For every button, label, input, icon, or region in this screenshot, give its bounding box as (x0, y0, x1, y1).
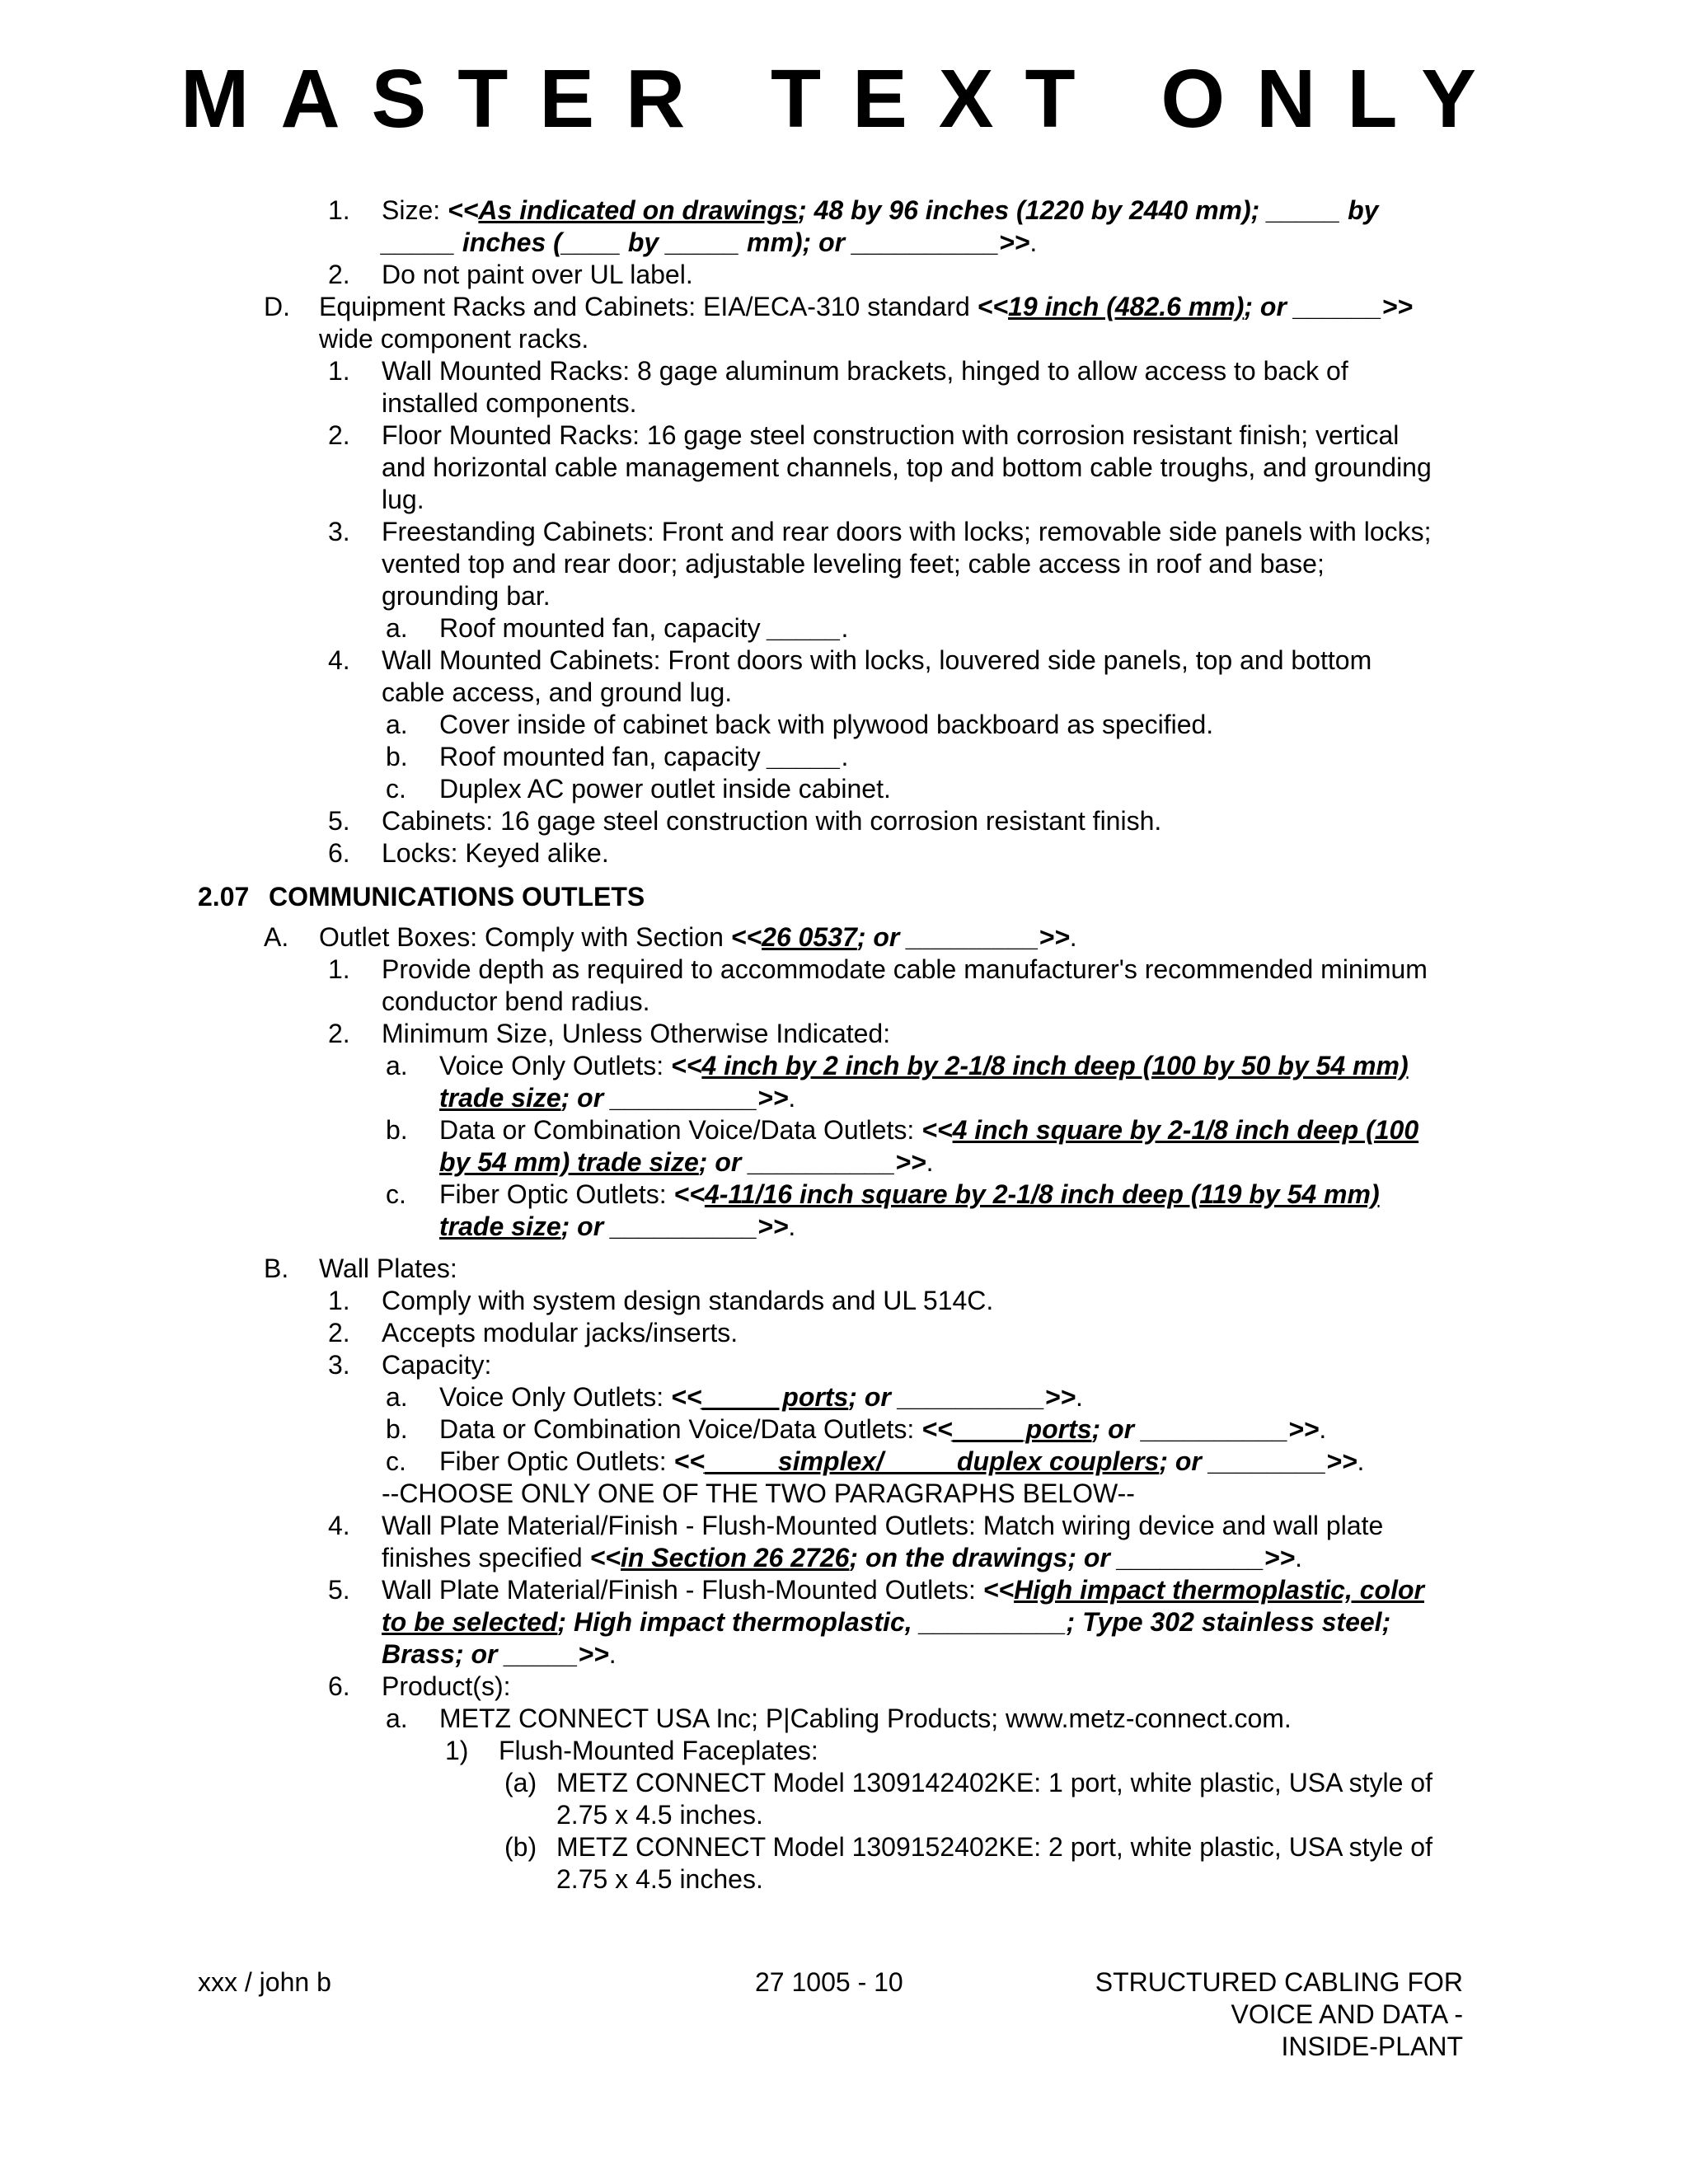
spec-line (0, 1799, 1688, 1831)
line-text (439, 773, 891, 805)
list-marker: 1. (328, 1286, 350, 1315)
spec-line (0, 773, 1688, 805)
body-text: 2.75 x 4.5 inches. (556, 1864, 763, 1894)
line-text (439, 1050, 1409, 1082)
body-text: Comply with system design standards and UL 514C. (382, 1286, 994, 1315)
spec-line (0, 355, 1688, 387)
spec-line (0, 1703, 1688, 1735)
line-text (556, 1863, 763, 1896)
spec-line (0, 387, 1688, 419)
line-text (499, 1735, 818, 1767)
spec-line (0, 1413, 1688, 1446)
line-text (382, 1285, 993, 1317)
editor-option-text: _____ ports (701, 1382, 849, 1412)
spec-line (0, 1510, 1688, 1542)
body-text: Floor Mounted Racks: 16 gage steel construction with corrosion resistant finish; vertical (382, 420, 1400, 450)
editor-option-text: by 54 mm) trade size (439, 1147, 699, 1177)
line-text (319, 1253, 457, 1285)
editor-option-text: High impact thermoplastic, color (1014, 1575, 1424, 1605)
body-text: . (841, 613, 849, 643)
list-marker: 2.07 (198, 882, 250, 912)
body-text: Provide depth as required to accommodate cable manufacturer's recommended minimum (382, 954, 1428, 984)
list-marker: B. (264, 1254, 289, 1283)
body-text: . (1357, 1446, 1365, 1476)
spec-line (0, 323, 1688, 355)
line-text (439, 1146, 933, 1179)
body-text: Product(s): (382, 1671, 511, 1701)
line-text (319, 323, 588, 355)
spec-line (0, 580, 1688, 612)
spec-line (0, 741, 1688, 773)
line-text (382, 387, 637, 419)
line-text (382, 227, 1037, 259)
spec-line (0, 1285, 1688, 1317)
editor-option-text: << (673, 1179, 705, 1209)
footer-title-line: VOICE AND DATA - (1231, 1999, 1463, 2029)
list-marker: 1. (328, 195, 350, 225)
list-marker: a. (386, 1051, 408, 1080)
body-text: . (788, 1083, 796, 1113)
body-text: lug. (382, 485, 424, 514)
body-text: Locks: Keyed alike. (382, 838, 609, 868)
line-text (382, 805, 1161, 837)
line-text (382, 986, 650, 1018)
list-marker: c. (386, 1179, 406, 1209)
footer-section-title (1095, 1966, 1463, 2063)
line-text (382, 516, 1432, 548)
list-marker: 2. (328, 1019, 350, 1048)
spec-line (0, 1211, 1688, 1243)
line-text (382, 1638, 617, 1671)
line-text (382, 419, 1399, 452)
list-marker: 1. (328, 954, 350, 984)
line-text (382, 1478, 1135, 1510)
spec-line (0, 612, 1688, 644)
editor-option-text: << (589, 1543, 621, 1572)
body-text: METZ CONNECT Model 1309152402KE: 2 port, white plastic, USA style of (556, 1832, 1432, 1862)
line-text (382, 1542, 1302, 1574)
editor-option-text: << (448, 195, 479, 225)
body-text: . (608, 1639, 617, 1669)
spec-line (0, 259, 1688, 291)
editor-option-text: ; 48 by 96 inches (1220 by 2440 mm); _____ by (798, 195, 1379, 225)
list-marker: c. (386, 774, 406, 804)
editor-option-text: _____ inches (____ by _____ mm); or __________>> (382, 227, 1030, 257)
spec-line (0, 1114, 1688, 1146)
line-text (319, 291, 1413, 323)
editor-option-text: ; or ________>> (1159, 1446, 1357, 1476)
line-text (382, 1606, 1390, 1638)
line-text (382, 644, 1372, 677)
line-text (382, 837, 609, 869)
line-text (556, 1767, 1432, 1799)
editor-option-text: << (977, 292, 1009, 321)
body-text: Wall Mounted Racks: 8 gage aluminum brackets, hinged to allow access to back of (382, 356, 1348, 386)
list-marker: (b) (504, 1832, 537, 1862)
body-text: Data or Combination Voice/Data Outlets: (439, 1115, 922, 1145)
spec-line (0, 1542, 1688, 1574)
list-marker: b. (386, 1115, 408, 1145)
list-marker: b. (386, 1414, 408, 1444)
spec-line (0, 709, 1688, 741)
body-text: Voice Only Outlets: (439, 1382, 672, 1412)
body-text: Cover inside of cabinet back with plywood backboard as specified. (439, 710, 1214, 739)
body-text: Flush-Mounted Faceplates: (499, 1736, 818, 1765)
body-text: Roof mounted fan, capacity (439, 742, 768, 771)
editor-option-text: 4 inch by 2 inch by 2-1/8 inch deep (100 by 50 by 54 mm) (701, 1051, 1409, 1080)
list-marker: a. (386, 613, 408, 643)
list-marker: (a) (504, 1768, 537, 1797)
line-text (439, 1114, 1418, 1146)
body-text: Voice Only Outlets: (439, 1051, 672, 1080)
editor-option-text: << (921, 1414, 953, 1444)
spec-line (0, 1574, 1688, 1606)
spec-line (0, 1381, 1688, 1413)
line-text (382, 580, 551, 612)
editor-option-text: ; or __________>> (1091, 1414, 1320, 1444)
spec-line (0, 677, 1688, 709)
spec-line (0, 1146, 1688, 1179)
line-text (439, 1413, 1326, 1446)
editor-option-text: << (730, 922, 762, 952)
body-text: . (1029, 227, 1038, 257)
spec-line (0, 452, 1688, 484)
line-text (439, 1082, 795, 1114)
line-text (382, 194, 1378, 227)
line-text (319, 921, 1077, 954)
footer-page-number: 27 1005 - 10 (755, 1967, 903, 1997)
body-text: . (1319, 1414, 1327, 1444)
body-text: . (926, 1147, 934, 1177)
line-text (439, 612, 848, 644)
body-text: --CHOOSE ONLY ONE OF THE TWO PARAGRAPHS BELOW-- (382, 1479, 1135, 1508)
footer-title-line: INSIDE-PLANT (1281, 2032, 1463, 2061)
list-marker: A. (264, 922, 289, 952)
body-text: . (1295, 1543, 1302, 1572)
body-text: Outlet Boxes: Comply with Section (319, 922, 731, 952)
editor-option-text: trade size (439, 1212, 561, 1241)
body-text: Accepts modular jacks/inserts. (382, 1318, 738, 1347)
body-text: wide component racks. (319, 324, 589, 354)
list-marker: 2. (328, 260, 350, 289)
body-text: Fiber Optic Outlets: (439, 1446, 674, 1476)
body-text: Data or Combination Voice/Data Outlets: (439, 1414, 922, 1444)
list-marker: a. (386, 710, 408, 739)
spec-line (0, 516, 1688, 548)
body-text: Freestanding Cabinets: Front and rear doors with locks; removable side panels with locks; (382, 517, 1432, 546)
editor-option-text: As indicated on drawings (478, 195, 799, 225)
line-text (439, 1446, 1364, 1478)
editor-option-text: ; or __________>> (560, 1212, 789, 1241)
line-text (439, 1211, 795, 1243)
body-text: Capacity: (382, 1350, 492, 1380)
editor-option-text: _____ (767, 742, 842, 771)
body-text: cable access, and ground lug. (382, 677, 733, 707)
editor-option-text: << (673, 1446, 705, 1476)
line-text (382, 355, 1348, 387)
body-text: and horizontal cable management channels, top and bottom cable troughs, and grounding (382, 452, 1432, 482)
body-text: Minimum Size, Unless Otherwise Indicated: (382, 1019, 891, 1048)
body-text: . (1076, 1382, 1083, 1412)
body-text: Size: (382, 195, 448, 225)
editor-option-text: ; or __________>> (848, 1382, 1076, 1412)
body-text: Wall Plates: (319, 1254, 457, 1283)
spec-line (0, 291, 1688, 323)
list-marker: 4. (328, 1511, 350, 1540)
spec-line (0, 1606, 1688, 1638)
line-text (439, 1381, 1083, 1413)
spec-line (0, 921, 1688, 954)
editor-option-text: Brass; or _____>> (382, 1639, 609, 1669)
spec-line (0, 1446, 1688, 1478)
body-text: Roof mounted fan, capacity (439, 613, 768, 643)
editor-option-text: << (982, 1575, 1015, 1605)
editor-option-text: to be selected (382, 1607, 558, 1637)
editor-option-text: _____ports (952, 1414, 1092, 1444)
list-marker: 1. (328, 356, 350, 386)
spec-line (0, 419, 1688, 452)
master-text-banner: MASTER TEXT ONLY (181, 53, 1507, 145)
spec-line (0, 1863, 1688, 1896)
editor-option-text: 4 inch square by 2-1/8 inch deep (100 (952, 1115, 1419, 1145)
body-text: 2.75 x 4.5 inches. (556, 1800, 763, 1830)
line-text (382, 259, 693, 291)
spec-line (0, 644, 1688, 677)
editor-option-text: << (671, 1382, 702, 1412)
body-text: Cabinets: 16 gage steel construction with corrosion resistant finish. (382, 806, 1162, 836)
body-text: Wall Plate Material/Finish - Flush-Mounted Outlets: (382, 1575, 983, 1605)
body-text: . (1069, 922, 1077, 952)
editor-option-text: 19 inch (482.6 mm) (1008, 292, 1245, 321)
spec-line (0, 548, 1688, 580)
list-marker: D. (264, 292, 290, 321)
list-marker: 3. (328, 517, 350, 546)
body-text: . (841, 742, 849, 771)
body-text: conductor bend radius. (382, 987, 650, 1016)
body-text: Fiber Optic Outlets: (439, 1179, 674, 1209)
section-heading (0, 881, 1688, 913)
spec-line (0, 1082, 1688, 1114)
body-text: Do not paint over UL label. (382, 260, 693, 289)
footer-title-line: STRUCTURED CABLING FOR (1095, 1967, 1463, 1997)
list-marker: c. (386, 1446, 406, 1476)
line-text (382, 548, 1325, 580)
line-text (382, 1671, 510, 1703)
line-text (439, 1703, 1292, 1735)
list-marker: a. (386, 1382, 408, 1412)
spec-line (0, 1478, 1688, 1510)
body-text: . (788, 1212, 796, 1241)
line-text (382, 1510, 1383, 1542)
line-text (382, 1317, 738, 1349)
spec-line (0, 954, 1688, 986)
line-text (556, 1831, 1432, 1863)
line-text (382, 954, 1428, 986)
line-text (382, 1349, 491, 1381)
body-text: COMMUNICATIONS OUTLETS (269, 882, 645, 912)
line-text (382, 1574, 1424, 1606)
editor-option-text: ; or _________>> (856, 922, 1070, 952)
body-text: METZ CONNECT Model 1309142402KE: 1 port, white plastic, USA style of (556, 1768, 1432, 1797)
spec-line (0, 1179, 1688, 1211)
body-text: Wall Mounted Cabinets: Front doors with locks, louvered side panels, top and bottom (382, 645, 1372, 675)
line-text (439, 1179, 1380, 1211)
body-text: finishes specified (382, 1543, 590, 1572)
line-text (382, 484, 424, 516)
spec-line (0, 1735, 1688, 1767)
spec-line (0, 1767, 1688, 1799)
editor-option-text: << (921, 1115, 953, 1145)
editor-option-text: ; High impact thermoplastic, __________; Type 302 stainless steel; (557, 1607, 1391, 1637)
editor-option-text: ; on the drawings; or __________>> (849, 1543, 1296, 1572)
editor-option-text: ; or __________>> (698, 1147, 926, 1177)
body-text: grounding bar. (382, 581, 551, 611)
list-marker: 4. (328, 645, 350, 675)
spec-line (0, 1831, 1688, 1863)
editor-option-text: << (671, 1051, 702, 1080)
line-text (382, 677, 732, 709)
list-marker: 6. (328, 838, 350, 868)
list-marker: 2. (328, 1318, 350, 1347)
spec-line (0, 227, 1688, 259)
list-marker: 3. (328, 1350, 350, 1380)
editor-option-text: _____ (767, 613, 842, 643)
spec-line (0, 1050, 1688, 1082)
list-marker: 5. (328, 806, 350, 836)
list-marker: 5. (328, 1575, 350, 1605)
line-text (382, 1018, 890, 1050)
editor-option-text: 4-11/16 inch square by 2-1/8 inch deep (119 by 54 mm) (704, 1179, 1380, 1209)
spec-line (0, 194, 1688, 227)
body-text: Equipment Racks and Cabinets: EIA/ECA-310 standard (319, 292, 978, 321)
list-marker: 2. (328, 420, 350, 450)
body-text: METZ CONNECT USA Inc; P|Cabling Products; www.metz-connect.com. (439, 1704, 1292, 1733)
list-marker: 1) (445, 1736, 469, 1765)
spec-line (0, 1253, 1688, 1285)
spec-line (0, 1349, 1688, 1381)
spec-line (0, 1671, 1688, 1703)
spec-line (0, 837, 1688, 869)
editor-option-text: ; or __________>> (560, 1083, 789, 1113)
body-text: Duplex AC power outlet inside cabinet. (439, 774, 891, 804)
spec-line (0, 1018, 1688, 1050)
spec-line (0, 484, 1688, 516)
editor-option-text: 26 0537 (762, 922, 857, 952)
editor-option-text: trade size (439, 1083, 561, 1113)
editor-option-text: ; or ______>> (1244, 292, 1413, 321)
list-marker: 6. (328, 1671, 350, 1701)
line-text (556, 1799, 763, 1831)
line-text (439, 741, 848, 773)
spec-line (0, 805, 1688, 837)
body-text: vented top and rear door; adjustable leveling feet; cable access in roof and base; (382, 549, 1325, 579)
editor-option-text: _____simplex/_____duplex couplers (704, 1446, 1160, 1476)
list-marker: b. (386, 742, 408, 771)
list-marker: a. (386, 1704, 408, 1733)
footer-author: xxx / john b (198, 1967, 331, 1997)
line-text (269, 881, 645, 913)
line-text (382, 452, 1432, 484)
editor-option-text: in Section 26 2726 (620, 1543, 850, 1572)
line-text (439, 709, 1213, 741)
spec-line (0, 1317, 1688, 1349)
body-text: installed components. (382, 388, 637, 418)
spec-line (0, 986, 1688, 1018)
spec-line (0, 1638, 1688, 1671)
body-text: Wall Plate Material/Finish - Flush-Mounted Outlets: Match wiring device and wall plate (382, 1511, 1384, 1540)
